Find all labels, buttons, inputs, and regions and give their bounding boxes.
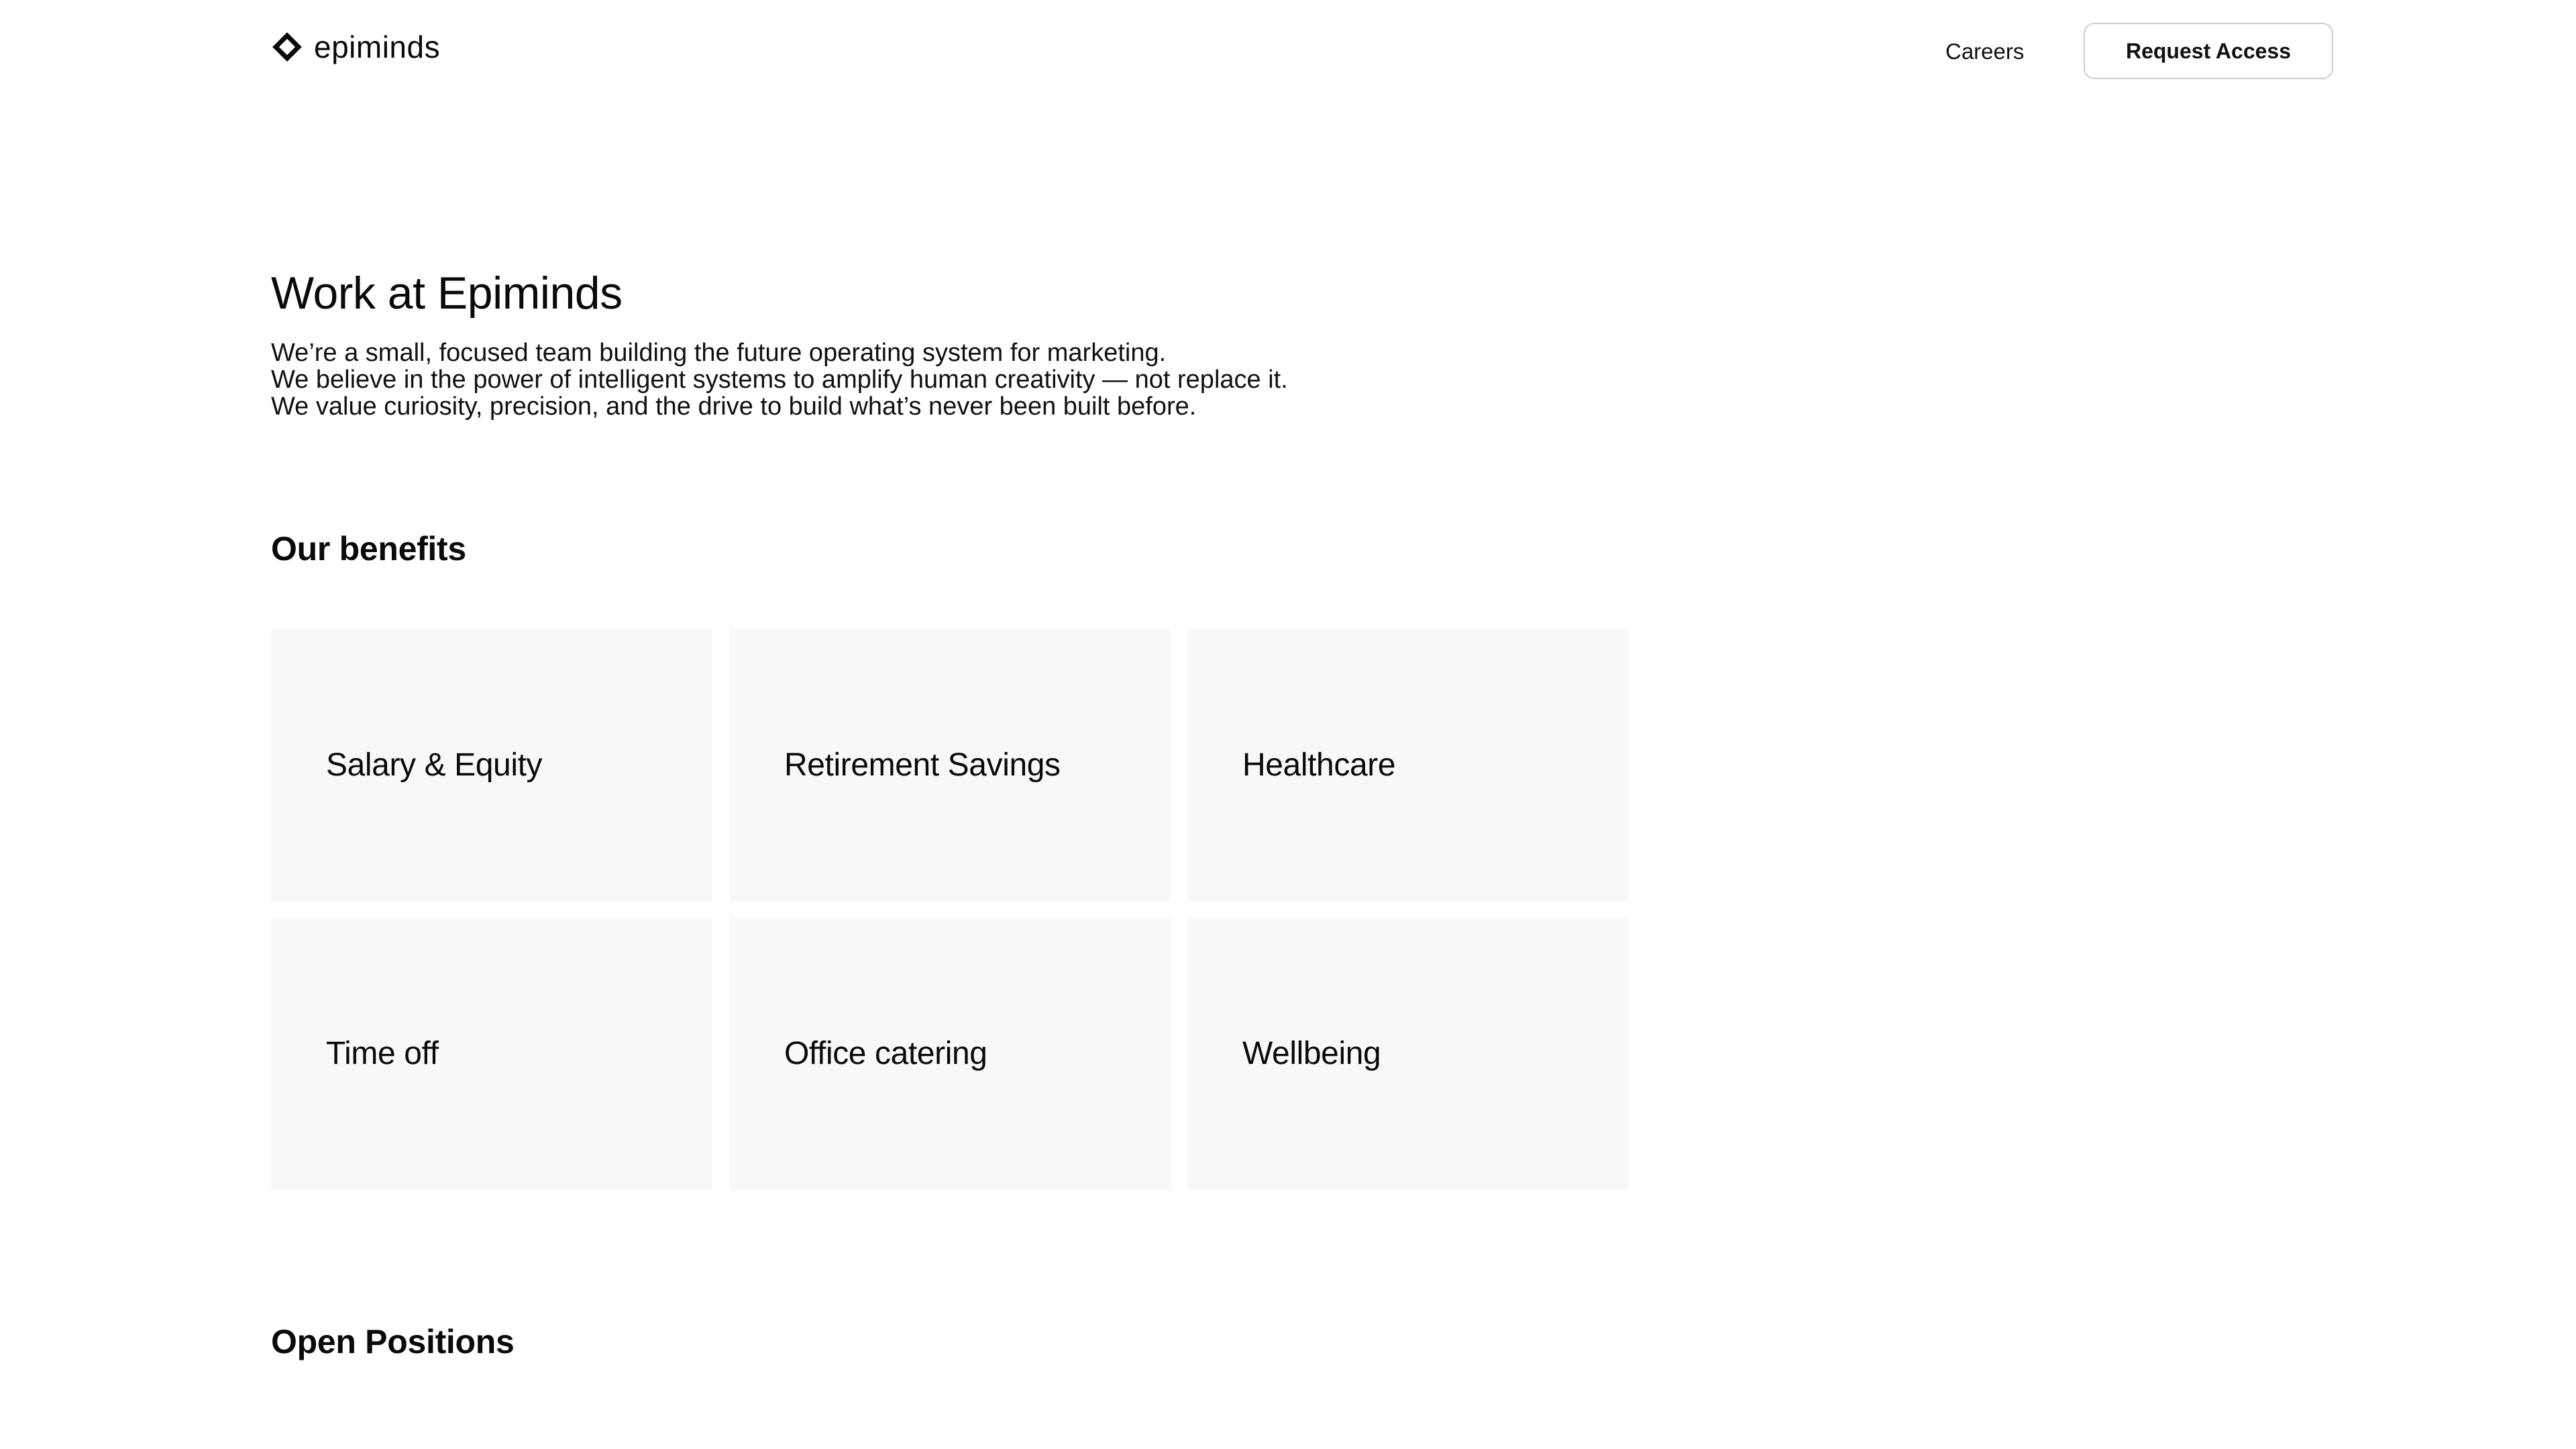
open-positions-heading: Open Positions xyxy=(271,1323,515,1360)
intro-text xyxy=(271,339,1411,420)
benefit-card xyxy=(1187,918,1629,1189)
benefit-label: Office catering xyxy=(784,1036,987,1071)
benefit-card xyxy=(271,918,712,1189)
intro-line: We’re a small, focused team building the future operating system for marketing. xyxy=(271,339,1167,367)
benefit-label: Time off xyxy=(326,1036,439,1071)
request-access-button[interactable]: Request Access xyxy=(2084,23,2333,79)
benefit-label: Healthcare xyxy=(1242,747,1396,783)
benefits-heading: Our benefits xyxy=(271,530,466,568)
intro-line: We believe in the power of intelligent systems to amplify human creativity — not replace it. xyxy=(271,366,1288,394)
brand-logo[interactable] xyxy=(271,31,440,63)
benefits-grid xyxy=(271,629,1629,1189)
benefit-card xyxy=(1187,629,1629,901)
benefit-card xyxy=(729,629,1171,901)
nav-link-careers[interactable]: Careers xyxy=(1945,39,2025,64)
benefit-label: Wellbeing xyxy=(1242,1036,1381,1071)
benefit-card xyxy=(729,918,1171,1189)
intro-line: We value curiosity, precision, and the drive to build what’s never been built before. xyxy=(271,392,1197,421)
benefit-card xyxy=(271,629,712,901)
page-title: Work at Epiminds xyxy=(271,268,623,319)
benefit-label: Salary & Equity xyxy=(326,747,543,783)
site-header xyxy=(0,0,2576,101)
diamond-logo-icon xyxy=(271,31,303,63)
brand-name: epiminds xyxy=(314,30,441,64)
benefit-label: Retirement Savings xyxy=(784,747,1061,783)
